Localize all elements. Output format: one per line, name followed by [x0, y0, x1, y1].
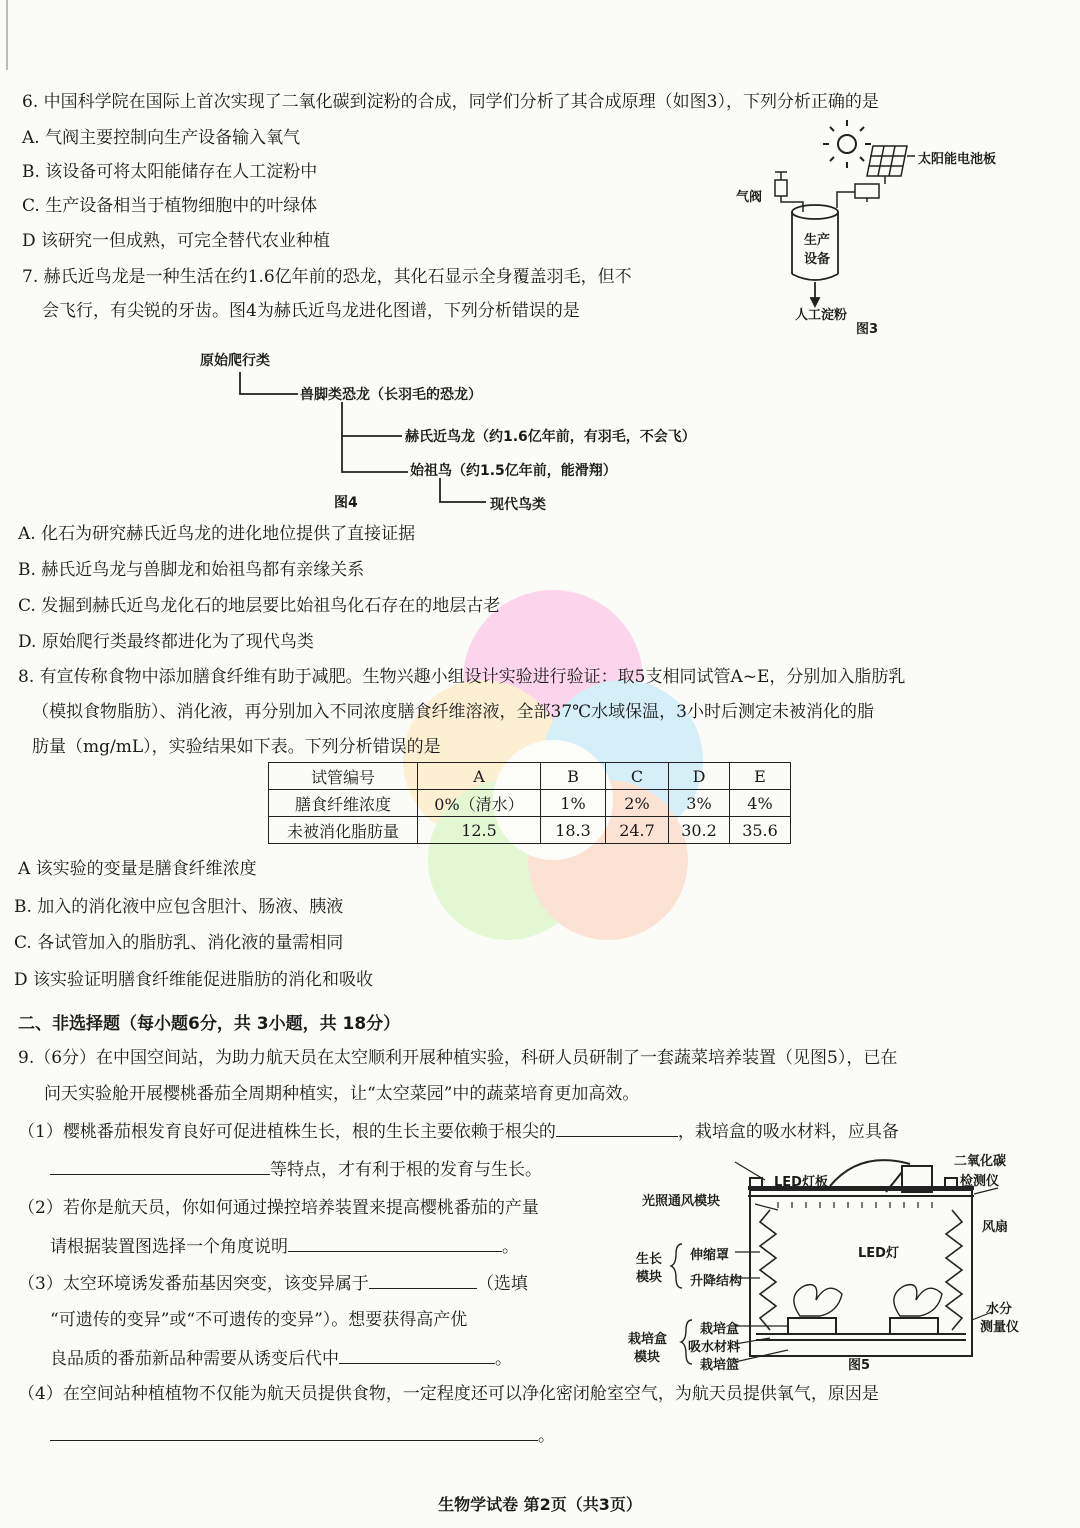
q9-stem-line-2: 问天实验舱开展樱桃番茄全周期种植实，让“太空菜园”中的蔬菜培育更加高效。: [44, 1084, 640, 1104]
table-cell: 试管编号: [269, 763, 418, 790]
answer-blank-2[interactable]: [50, 1156, 270, 1175]
table-cell: A: [418, 763, 541, 790]
fig5-growth-label-1: 生长: [636, 1252, 663, 1267]
q9-part-4-line-1: （4）在空间站种植植物不仅能为航天员提供食物，一定程度还可以净化密闭舱室空气，为航天员提供氧气，原因是: [18, 1384, 879, 1404]
fig3-solar-label: 太阳能电池板: [918, 152, 997, 167]
fig4-archaeopteryx: 始祖鸟（约1.5亿年前，能滑翔）: [410, 463, 617, 479]
fig5-growth-label-2: 模块: [636, 1270, 663, 1285]
table-row: [269, 817, 791, 844]
fig5-co2-label-1: 二氧化碳: [954, 1154, 1007, 1169]
fig5-fan-label: 风扇: [982, 1220, 1009, 1235]
fig5-basket-label: 栽培篮: [700, 1358, 740, 1373]
fig4-caption: 图4: [334, 495, 358, 511]
period: 。: [538, 1426, 555, 1446]
q9-part-1-text-c: 等特点，才有利于根的发育与生长。: [270, 1160, 542, 1180]
table-cell: D: [669, 763, 730, 790]
table-cell: 30.2: [669, 817, 730, 844]
fig5-light-module-label: 光照通风模块: [642, 1194, 721, 1209]
table-cell: B: [541, 763, 606, 790]
period: 。: [502, 1237, 519, 1257]
page-footer: 生物学试卷 第2页（共3页）: [438, 1495, 642, 1514]
fig5-water-label-1: 水分: [986, 1302, 1013, 1317]
q8-option-b: B. 加入的消化液中应包含胆汁、肠液、胰液: [14, 897, 344, 917]
q6-option-c: C. 生产设备相当于植物细胞中的叶绿体: [22, 196, 318, 216]
fig4-theropod: 兽脚类恐龙（长羽毛的恐龙）: [300, 387, 482, 403]
table-cell: C: [606, 763, 669, 790]
q9-part-3-text-a: （3）太空环境诱发番茄基因突变，该变异属于: [18, 1274, 369, 1294]
scan-margin-line: [6, 0, 8, 70]
q6-option-a: A. 气阀主要控制向生产设备输入氧气: [22, 128, 301, 148]
fig5-led-panel-label: LED灯板: [774, 1175, 828, 1190]
fig3-output-label: 人工淀粉: [795, 308, 848, 323]
period: 。: [495, 1349, 512, 1369]
q9-part-1-text-b: ，栽培盒的吸水材料，应具备: [677, 1122, 899, 1142]
table-cell: 0%（清水）: [418, 790, 541, 817]
q9-part-3-line-2: “可遗传的变异”或“不可遗传的变异”）。想要获得高产优: [50, 1310, 468, 1330]
fig3-valve-label: 气阀: [736, 190, 763, 205]
q7-option-b: B. 赫氏近鸟龙与兽脚龙和始祖鸟都有亲缘关系: [18, 560, 365, 580]
answer-blank-5[interactable]: [339, 1345, 495, 1364]
q9-part-1-line-1: [18, 1118, 899, 1144]
q9-part-3-line-1: [18, 1270, 528, 1296]
figure-3-diagram: [725, 120, 1055, 340]
answer-blank-4[interactable]: [369, 1270, 477, 1289]
q8-stem-line-2: （模拟食物脂肪）、消化液，再分别加入不同浓度膳食纤维溶液，全部37℃水域保温，3小时后测定未被消化的脂: [32, 702, 874, 722]
fig5-box-label: 栽培盒: [700, 1322, 740, 1337]
q7-option-a: A. 化石为研究赫氏近鸟龙的进化地位提供了直接证据: [18, 524, 416, 544]
fig5-caption: 图5: [848, 1358, 871, 1373]
fig4-root: 原始爬行类: [200, 353, 270, 369]
table-cell: 膳食纤维浓度: [269, 790, 418, 817]
table-cell: 4%: [730, 790, 791, 817]
q9-part-2-line-1: （2）若你是航天员，你如何通过操控培养装置来提高樱桃番茄的产量: [18, 1198, 539, 1218]
q9-part-2-text-b: 请根据装置图选择一个角度说明: [50, 1237, 288, 1257]
table-cell: 24.7: [606, 817, 669, 844]
q9-part-2-line-2: [50, 1233, 519, 1259]
q9-part-3-text-b: （选填: [476, 1274, 528, 1294]
q6-stem: 6. 中国科学院在国际上首次实现了二氧化碳到淀粉的合成，同学们分析了其合成原理（如图3），下列分析正确的是: [22, 92, 879, 112]
q8-option-d: D 该实验证明膳食纤维能促进脂肪的消化和吸收: [14, 970, 374, 990]
q9-part-4-line-2: [50, 1422, 555, 1448]
table-cell: 35.6: [730, 817, 791, 844]
table-cell: 18.3: [541, 817, 606, 844]
fig5-absorb-label: 吸水材料: [688, 1340, 741, 1355]
fig5-lift-label: 升降结构: [690, 1274, 743, 1289]
table-cell: 1%: [541, 790, 606, 817]
table-cell: E: [730, 763, 791, 790]
q8-stem-line-1: 8. 有宣传称食物中添加膳食纤维有助于减肥。生物兴趣小组设计实验进行验证：取5支相同试管A~E，分别加入脂肪乳: [18, 667, 906, 687]
section-2-heading: 二、非选择题（每小题6分，共 3小题，共 18分）: [18, 1014, 401, 1034]
q6-option-d: D 该研究一但成熟，可完全替代农业种植: [22, 231, 331, 251]
q8-option-c: C. 各试管加入的脂肪乳、消化液的量需相同: [14, 933, 344, 953]
q9-part-3-text-d: 良品质的番茄新品种需要从诱变后代中: [50, 1349, 339, 1369]
fig5-telescopic-label: 伸缩罩: [690, 1248, 730, 1263]
answer-blank-1[interactable]: [556, 1118, 678, 1137]
fig4-modern-birds: 现代鸟类: [490, 497, 546, 513]
q6-option-b: B. 该设备可将太阳能储存在人工淀粉中: [22, 162, 318, 182]
q9-stem-line-1: 9.（6分）在中国空间站，为助力航天员在太空顺利开展种植实验，科研人员研制了一套蔬菜培养装置（见图5），已在: [18, 1048, 898, 1068]
q8-stem-line-3: 肪量（mg/mL），实验结果如下表。下列分析错误的是: [32, 737, 441, 757]
q7-stem-line-2: 会飞行，有尖锐的牙齿。图4为赫氏近鸟龙进化图谱，下列分析错误的是: [42, 301, 580, 321]
answer-blank-3[interactable]: [288, 1233, 502, 1252]
fig5-water-label-2: 测量仪: [980, 1320, 1020, 1335]
sun-icon: [823, 120, 871, 168]
fig5-cult-module-label-2: 模块: [634, 1350, 661, 1365]
valve-icon: [775, 172, 803, 212]
fig3-device-label-2: 设备: [804, 252, 831, 267]
table-row: [269, 790, 791, 817]
q7-option-d: D. 原始爬行类最终都进化为了现代鸟类: [18, 632, 314, 652]
q9-part-1-text-a: （1）樱桃番茄根发育良好可促进植株生长，根的生长主要依赖于根尖的: [18, 1122, 556, 1142]
q8-results-table: [268, 762, 791, 844]
table-cell: 未被消化脂肪量: [269, 817, 418, 844]
fig5-led-light-label: LED灯: [858, 1246, 899, 1261]
table-cell: 2%: [606, 790, 669, 817]
table-row: [269, 763, 791, 790]
fig5-co2-label-2: 检测仪: [960, 1174, 1000, 1189]
answer-blank-6[interactable]: [50, 1422, 538, 1441]
table-cell: 3%: [669, 790, 730, 817]
q7-option-c: C. 发掘到赫氏近鸟龙化石的地层要比始祖鸟化石存在的地层古老: [18, 596, 501, 616]
fig4-anchiornis: 赫氏近鸟龙（约1.6亿年前，有羽毛，不会飞）: [405, 429, 696, 445]
q8-option-a: A 该实验的变量是膳食纤维浓度: [18, 859, 257, 879]
fig5-cult-module-label-1: 栽培盒: [628, 1332, 668, 1347]
fig3-device-label-1: 生产: [804, 233, 831, 248]
q9-part-3-line-3: [50, 1345, 512, 1371]
fig3-caption: 图3: [856, 322, 879, 337]
q9-part-1-line-2: [50, 1156, 542, 1182]
solar-panel-icon: [867, 146, 915, 184]
q7-stem-line-1: 7. 赫氏近鸟龙是一种生活在约1.6亿年前的恐龙，其化石显示全身覆盖羽毛，但不: [22, 267, 632, 287]
table-cell: 12.5: [418, 817, 541, 844]
